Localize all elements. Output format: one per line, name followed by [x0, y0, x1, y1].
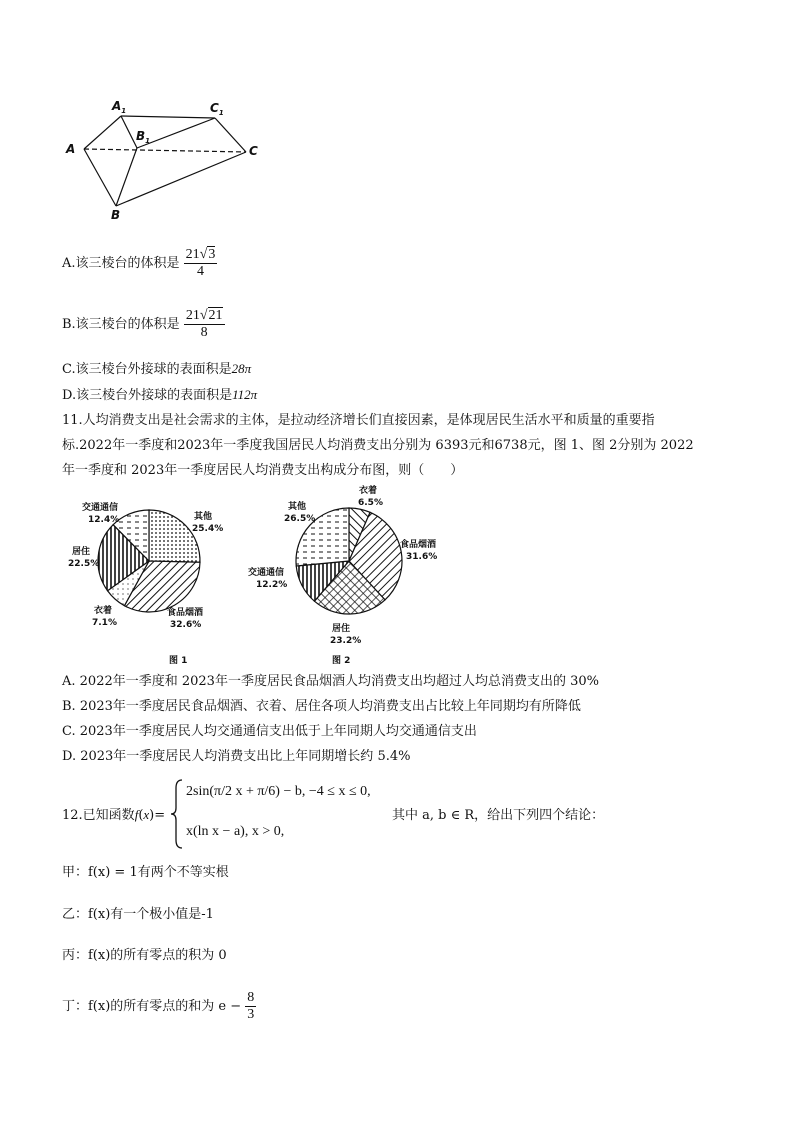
- q11-option-a: A. 2022年一季度和 2023年一季度居民食品烟酒人均消费支出均超过人均总消费支出的 30%: [62, 674, 599, 689]
- pie2-label-transport-name: 交通通信: [248, 568, 285, 578]
- label-c: C: [249, 144, 258, 158]
- q10-option-a: A.该三棱台的体积是 $\frac{21√3}{4}$: [62, 247, 216, 279]
- edge-a1-c1: [121, 116, 215, 118]
- edge-b-b1: [116, 148, 137, 206]
- q11-stem-line2: 标.2022年一季度和2023年一季度我国居民人均消费支出分别为 6393元和6738元，图 1、图 2分别为 2022: [62, 438, 694, 453]
- q11-stem-line3: 年一季度和 2023年一季度居民人均消费支出构成分布图，则（ ）: [62, 463, 464, 478]
- pie1-label-food-pct: 32.6%: [170, 620, 202, 630]
- q12-statement-ding: 丁：f(x)的所有零点的和为 e − $\frac{8}{3}$: [62, 990, 255, 1022]
- pie1-label-transport-name: 交通通信: [82, 503, 119, 513]
- edge-a-a1: [84, 116, 121, 149]
- q12-statement-jia: 甲：f(x) = 1有两个不等实根: [62, 865, 229, 880]
- q12-piece-2: x(ln x − a), x > 0,: [186, 824, 285, 839]
- pie2-label-housing-pct: 23.2%: [330, 636, 362, 646]
- q10-option-c: C.该三棱台外接球的表面积是28π: [62, 361, 252, 377]
- pie1-label-other-pct: 25.4%: [192, 524, 224, 534]
- q12-statement-bing: 丙：f(x)的所有零点的积为 0: [62, 948, 227, 963]
- pie2-label-clothing-pct: 6.5%: [358, 498, 383, 508]
- pie1-label-other-name: 其他: [194, 512, 213, 522]
- pie-charts: [62, 483, 482, 673]
- label-b: B: [111, 208, 121, 222]
- pie2-label-food-name: 食品烟酒: [400, 540, 437, 550]
- label-a: A: [66, 142, 76, 156]
- q11-option-c: C. 2023年一季度居民人均交通通信支出低于上年同期人均交通通信支出: [62, 724, 477, 739]
- q11-stem-line1: 11.人均消费支出是社会需求的主体，是拉动经济增长们直接因素，是体现居民生活水平和质量的重要指: [62, 413, 655, 428]
- label-c1: $C_1$: [210, 101, 224, 117]
- pie2-label-clothing-name: 衣着: [359, 486, 378, 496]
- q12-piece-1: 2sin(π/2 x + π/6) − b, −4 ≤ x ≤ 0,: [186, 784, 371, 799]
- pie-chart-1: [98, 510, 200, 612]
- pie1-label-clothing-pct: 7.1%: [92, 618, 117, 628]
- edge-a-c-hidden: [84, 149, 246, 152]
- edge-c-c1: [215, 118, 246, 152]
- q11-option-d: D. 2023年一季度居民人均消费支出比上年同期增长约 5.4%: [62, 749, 411, 764]
- q11-option-b: B. 2023年一季度居民食品烟酒、衣着、居住各项人均消费支出占比较上年同期均有所降低: [62, 699, 581, 714]
- pie2-label-food-pct: 31.6%: [406, 552, 438, 562]
- q10-option-b: B.该三棱台的体积是 $\frac{21√21}{8}$: [62, 308, 223, 340]
- pie2-label-housing-name: 居住: [332, 624, 351, 634]
- pie2-label-transport-pct: 12.2%: [256, 580, 288, 590]
- q12-statement-yi: 乙：f(x)有一个极小值是-1: [62, 907, 214, 922]
- edge-a1-b1: [121, 116, 137, 148]
- q12-suffix: 其中 a, b ∈ R，给出下列四个结论：: [392, 808, 605, 823]
- edge-a-b: [84, 149, 116, 206]
- q12-ding-fraction: $\frac{8}{3}$: [247, 990, 255, 1022]
- pie2-caption: 图 2: [332, 656, 351, 666]
- pie1-label-housing-name: 居住: [72, 547, 91, 557]
- pie1-label-clothing-name: 衣着: [94, 606, 113, 616]
- q10-option-a-value: $\frac{21√3}{4}$: [185, 247, 216, 279]
- pie1-label-transport-pct: 12.4%: [88, 515, 120, 525]
- q12-brace: [170, 778, 184, 850]
- pie1-slice-0: [149, 510, 200, 562]
- pie1-label-food-name: 食品烟酒: [167, 608, 204, 618]
- label-b1: $B_1$: [136, 129, 151, 145]
- frustum-figure: [60, 96, 270, 226]
- edge-b-c: [116, 152, 246, 206]
- pie2-label-other-name: 其他: [288, 502, 307, 512]
- pie1-label-housing-pct: 22.5%: [68, 559, 100, 569]
- pie1-caption: 图 1: [169, 656, 188, 666]
- q12-stem: 12.已知函数f(x)= 2sin(π/2 x + π/6) − b, −4 ≤ x ≤ 0, x(ln x − a), x > 0, 其中 a, b ∈ R，给出下列四个结论：: [62, 774, 762, 854]
- q10-option-b-value: $\frac{21√21}{8}$: [185, 308, 223, 340]
- pie2-label-other-pct: 26.5%: [284, 514, 316, 524]
- label-a1: $A_1$: [112, 99, 127, 115]
- q10-option-d: D.该三棱台外接球的表面积是112π: [62, 387, 258, 403]
